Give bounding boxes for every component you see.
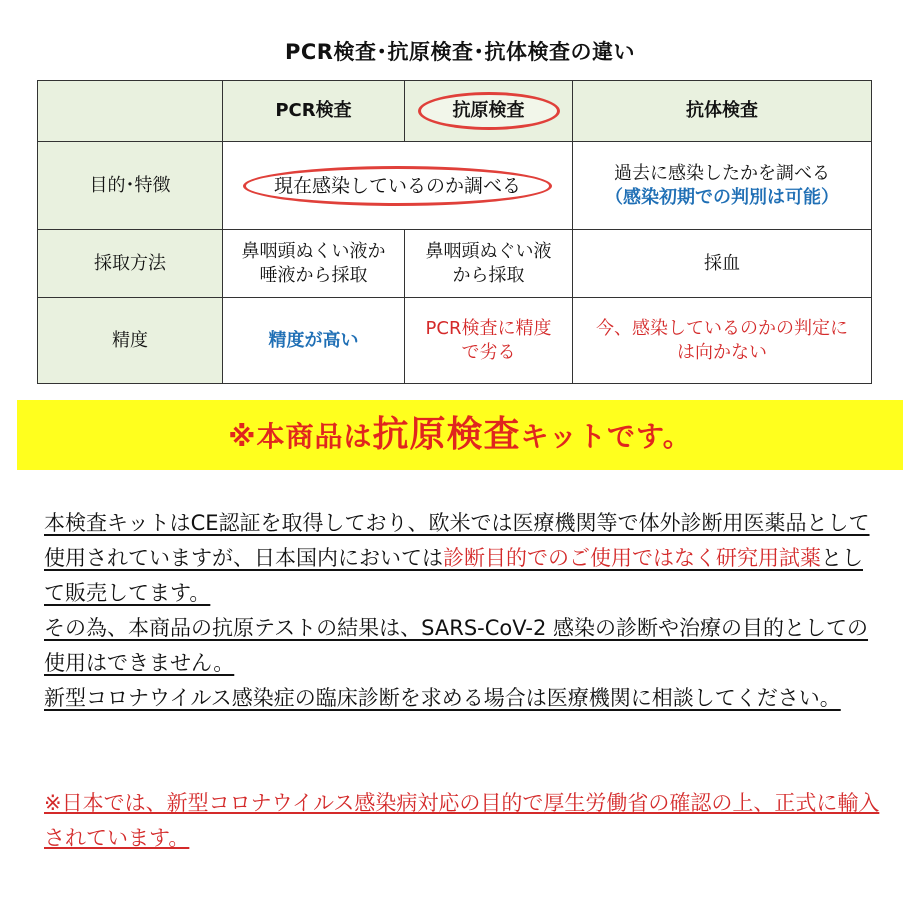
row-label-method: 採取方法 [38,230,223,298]
accuracy-antibody-line: 今、感染しているのかの判定に [596,317,848,339]
purpose-highlight-oval: 現在感染しているのか調べる [243,166,552,206]
accuracy-antibody-line: は向かない [677,341,767,363]
antibody-purpose-text: 過去に感染したかを調べる [614,162,830,184]
table-row [38,230,872,298]
banner-suffix: キットです。 [520,420,692,453]
purpose-antibody-cell [573,142,872,230]
row-label-accuracy: 精度 [38,298,223,384]
method-antigen-line: 鼻咽頭ぬぐい液 [425,240,552,262]
product-type-banner [17,400,903,470]
antigen-highlight-oval: 抗原検査 [418,92,560,130]
purpose-merged-cell [223,142,573,230]
antibody-purpose-note: （感染初期での判別は可能） [605,186,839,208]
method-pcr-line: 唾液から採取 [259,264,368,286]
import-note-text: ※日本では、新型コロナウイルス感染病対応の目的で厚生労働省の確認の上、正式に輸入されています。 [44,791,880,850]
accuracy-antigen-cell [405,298,573,384]
accuracy-antigen-line: PCR検査に精度 [425,317,552,339]
header-pcr: PCR検査 [223,81,405,142]
page-title: PCR検査･抗原検査･抗体検査の違い [285,40,635,64]
accuracy-pcr-cell: 精度が高い [223,298,405,384]
accuracy-antigen-line: で劣る [461,341,516,363]
disclaimer-text-1-end: として販売してます。 [44,546,863,605]
banner-emphasis: 抗原検査 [372,414,521,455]
disclaimer-sentence [44,506,880,611]
method-antigen-cell [405,230,573,298]
disclaimer-sentence [44,681,880,716]
method-antibody-cell: 採血 [573,230,872,298]
disclaimer-text-1: 本検査キットはCE認証を取得しており、欧米では医療機関等で体外診断用医薬品として使用されていますが、日本国内においては [44,511,870,570]
method-pcr-cell [223,230,405,298]
comparison-table [37,80,872,384]
disclaimer-text-3: 新型コロナウイルス感染症の臨床診断を求める場合は医療機関に相談してください。 [44,686,841,710]
header-antigen [405,81,573,142]
banner-prefix: ※本商品は [228,420,373,453]
table-row [38,142,872,230]
accuracy-antibody-cell [573,298,872,384]
table-header-row [38,81,872,142]
disclaimer-text-2: その為、本商品の抗原テストの結果は、SARS-CoV-2 感染の診断や治療の目的としての使用はできません。 [44,616,869,675]
disclaimer-paragraph [44,506,880,716]
row-label-purpose: 目的･特徴 [38,142,223,230]
header-empty-cell [38,81,223,142]
header-antibody: 抗体検査 [573,81,872,142]
import-note [44,786,880,856]
disclaimer-text-1-red: 診断目的でのご使用ではなく研究用試薬 [443,546,821,570]
table-row [38,298,872,384]
method-pcr-line: 鼻咽頭ぬくい液か [241,240,386,262]
disclaimer-sentence [44,611,880,681]
method-antigen-line: から採取 [452,264,525,286]
